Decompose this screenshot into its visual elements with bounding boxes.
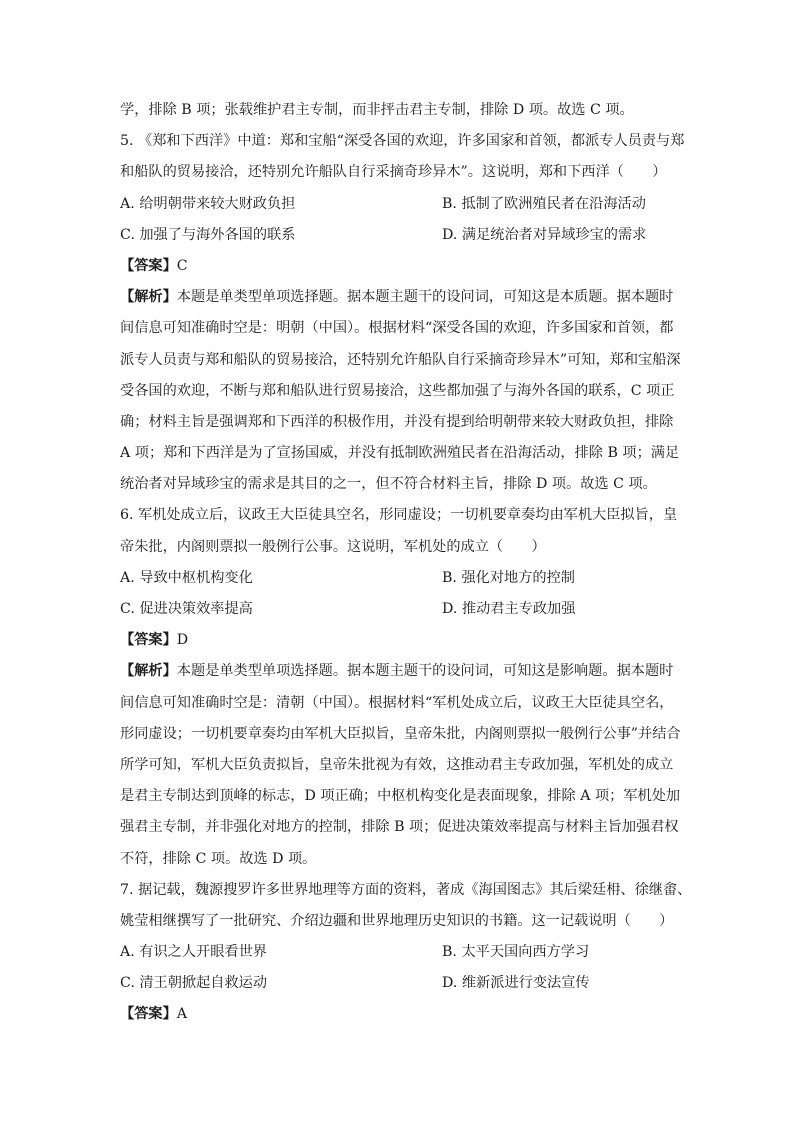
analysis-text: 本题是单类型单项选择题。据本题主题干的设问词，可知这是本质题。据本题时 — [176, 289, 674, 306]
question-7-option-d: D. 维新派进行变法宣传 — [442, 975, 590, 992]
question-6-option-d: D. 推动君主专政加强 — [442, 601, 576, 617]
analysis-line — [120, 282, 680, 313]
answer-value: C — [176, 257, 188, 274]
question-6-options-row-2 — [120, 594, 680, 625]
question-5-options-row-1 — [120, 189, 680, 220]
question-6-option-b: B. 强化对地方的控制 — [442, 569, 575, 586]
question-7-options-row-1 — [120, 937, 680, 968]
analysis-line: 是君主专制达到顶峰的标志，D 项正确；中枢机构变化是表面现象，排除 A 项；军机处加 — [120, 788, 681, 805]
document-page — [120, 95, 692, 1031]
question-7-option-c: C. 清王朝掀起自救运动 — [120, 975, 268, 992]
continued-analysis-line: 学，排除 B 项；张载维护君主专制，而非抨击君主专制，排除 D 项。故选 C 项。 — [120, 102, 634, 118]
analysis-line: 所学可知，军机大臣负责拟旨，皇帝朱批视为有效，这推动君主专政加强，军机处的成立 — [120, 756, 674, 773]
question-5-option-c: C. 加强了与海外各国的联系 — [120, 226, 296, 243]
question-5-stem-line-2: 和船队的贸易接洽，还特别允许船队自行采摘奇珍异木”。这说明，郑和下西洋（ ） — [120, 164, 667, 181]
question-5-option-b: B. 抵制了欧洲殖民者在沿海活动 — [442, 195, 646, 212]
analysis-label: 【解析】 — [120, 289, 177, 306]
question-7-option-b: B. 太平天国向西方学习 — [442, 944, 590, 961]
analysis-label: 【解析】 — [120, 663, 177, 680]
answer-label: 【答案】 — [120, 632, 177, 649]
question-6-options-row-1 — [120, 563, 680, 594]
analysis-line: 确；材料主旨是强调郑和下西洋的积极作用，并没有提到给明朝带来较大财政负担，排除 — [120, 413, 674, 430]
question-7-stem-line-1: 7. 据记载，魏源搜罗许多世界地理等方面的资料，著成《海国图志》其后梁廷枏、徐继畬、 — [120, 881, 692, 898]
question-6 — [120, 500, 680, 874]
analysis-line: 强君主专制，并非强化对地方的控制，排除 B 项；促进决策效率提高与材料主旨加强君权 — [120, 819, 679, 836]
question-6-stem-line-2: 帝朱批，内阁则票拟一般例行公事。这说明，军机处的成立（ ） — [120, 538, 546, 555]
analysis-line: 形同虚设；一切机要章奏均由军机大臣拟旨，皇帝朱批，内阁则票拟一般例行公事”并结合 — [120, 725, 681, 742]
question-6-analysis — [120, 656, 680, 874]
analysis-text: 本题是单类型单项选择题。据本题主题干的设问词，可知这是影响题。据本题时 — [176, 663, 674, 680]
analysis-line: 统治者对异域珍宝的需求是其目的之一，但不符合材料主旨，排除 D 项。故选 C 项。 — [120, 476, 657, 493]
question-6-stem-line-1: 6. 军机处成立后，议政王大臣徒具空名，形同虚设；一切机要章奏均由军机大臣拟旨，皇 — [120, 507, 678, 524]
analysis-line — [120, 656, 680, 687]
analysis-line: 受各国的欢迎，不断与郑和船队进行贸易接洽，这些都加强了与海外各国的联系，C 项正 — [120, 382, 675, 399]
question-5-option-a: A. 给明朝带来较大财政负担 — [120, 195, 296, 212]
question-6-option-c: C. 促进决策效率提高 — [120, 601, 253, 617]
question-7 — [120, 875, 692, 1031]
question-6-answer — [120, 625, 680, 656]
question-5-analysis — [120, 282, 680, 500]
question-7-options-row-2 — [120, 968, 680, 999]
question-7-stem-line-2: 姚莹相继撰写了一批研究、介绍边疆和世界地理历史知识的书籍。这一记载说明（ ） — [120, 912, 674, 929]
analysis-line: A 项；郑和下西洋是为了宣扬国威，并没有抵制欧洲殖民者在沿海活动，排除 B 项；满足 — [120, 445, 680, 462]
question-5 — [120, 126, 685, 500]
analysis-line: 间信息可知准确时空是：明朝（中国）。根据材料“深受各国的欢迎，许多国家和首领，都 — [120, 320, 674, 337]
analysis-line: 间信息可知准确时空是：清朝（中国）。根据材料“军机处成立后，议政王大臣徒具空名， — [120, 694, 674, 711]
question-5-option-d: D. 满足统治者对异域珍宝的需求 — [442, 226, 647, 243]
question-5-options-row-2 — [120, 220, 680, 251]
question-5-stem-line-1: 5. 《郑和下西洋》中道：郑和宝船“深受各国的欢迎，许多国家和首领，都派专人员责与郑 — [120, 133, 685, 150]
question-5-answer — [120, 251, 680, 282]
analysis-line: 派专人员责与郑和船队的贸易接洽，还特别允许船队自行采摘奇珍异木”可知，郑和宝船深 — [120, 351, 681, 368]
answer-label: 【答案】 — [120, 257, 177, 274]
answer-value: A — [176, 1006, 188, 1023]
answer-label: 【答案】 — [120, 1006, 177, 1023]
analysis-line: 不符，排除 C 项。故选 D 项。 — [120, 850, 317, 867]
question-7-option-a: A. 有识之人开眼看世界 — [120, 944, 267, 961]
question-7-answer — [120, 999, 680, 1030]
question-6-option-a: A. 导致中枢机构变化 — [120, 569, 253, 586]
answer-value: D — [176, 632, 189, 649]
